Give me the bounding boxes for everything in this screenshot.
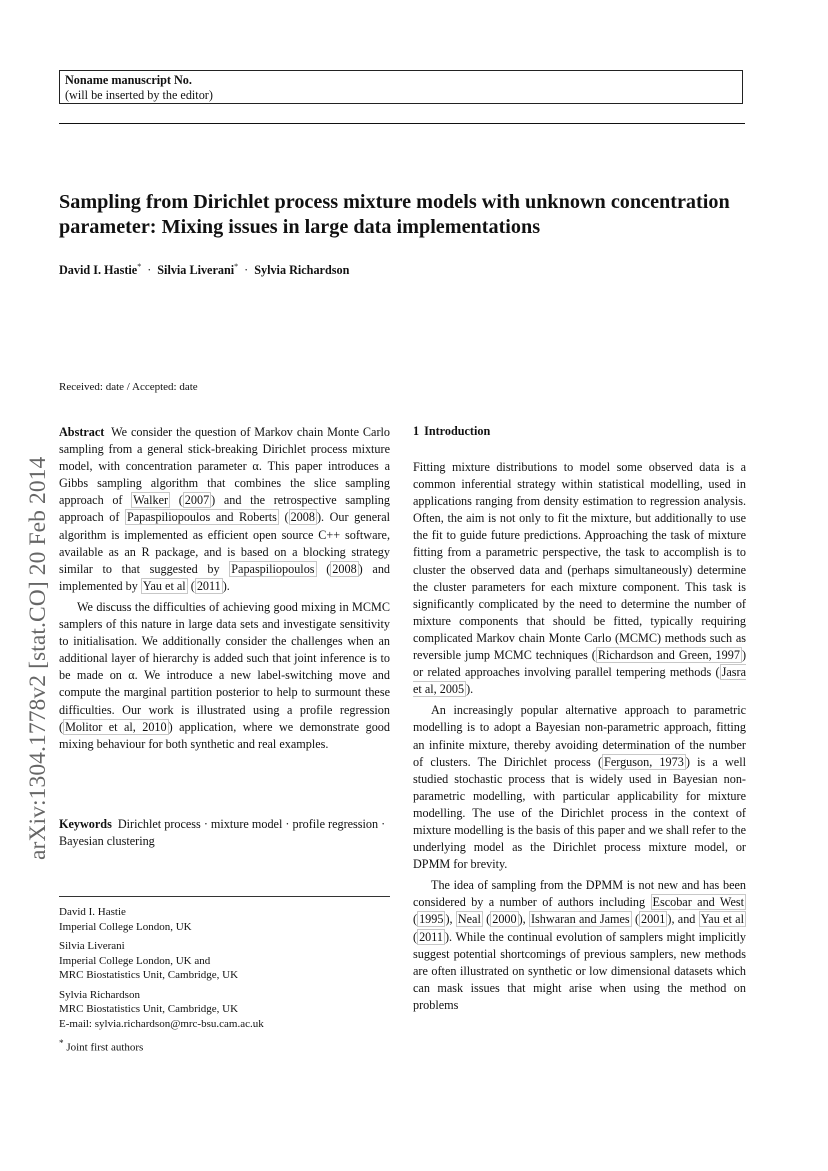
- received-date: Received: date / Accepted: date: [59, 381, 198, 393]
- manuscript-number: Noname manuscript No.: [65, 73, 192, 87]
- body-text: (: [482, 912, 491, 927]
- citation-link[interactable]: Jasra et al, 2005: [413, 665, 746, 697]
- citation-link[interactable]: Richardson and Green, 1997: [597, 648, 740, 663]
- author-separator: ·: [244, 263, 249, 278]
- affiliation-line: MRC Biostatistics Unit, Cambridge, UK: [59, 1003, 239, 1015]
- footnote-rule: [59, 896, 390, 897]
- abstract-text: ).: [222, 578, 230, 593]
- affiliation-line: Imperial College London, UK and: [59, 954, 211, 967]
- author-separator: ·: [147, 263, 152, 278]
- body-text: The idea of sampling from the DPMM is not new and has been considered by a number of authors including: [413, 878, 746, 910]
- citation-link[interactable]: 2001: [641, 912, 666, 927]
- abstract: [59, 424, 390, 753]
- footnote-text: Joint first authors: [66, 1041, 144, 1054]
- affiliation-line: David I. Hastie: [59, 906, 126, 918]
- abstract-text: (: [170, 493, 183, 508]
- citation-link[interactable]: Neal: [457, 912, 481, 927]
- footnote-mark: *: [59, 1038, 64, 1048]
- section-title: Introduction: [424, 424, 491, 438]
- author-name: David I. Hastie: [59, 263, 138, 278]
- section-number: 1: [413, 424, 420, 438]
- citation-link[interactable]: 2000: [492, 912, 517, 927]
- affiliation-line: E-mail: sylvia.richardson@mrc-bsu.cam.ac.uk: [59, 1017, 264, 1030]
- abstract-text: (: [187, 578, 195, 593]
- citation-link[interactable]: 2008: [290, 510, 315, 525]
- author-list: [59, 262, 349, 278]
- citation-link[interactable]: Escobar and West: [652, 895, 744, 910]
- citation-link[interactable]: 2007: [184, 493, 210, 508]
- affiliation-block: [59, 939, 390, 983]
- citation-link[interactable]: 2011: [196, 578, 221, 593]
- abstract-text: (: [278, 510, 289, 525]
- body-text: (: [413, 912, 418, 927]
- author-mark: *: [234, 262, 239, 271]
- citation-link[interactable]: Ferguson, 1973: [604, 754, 684, 769]
- header-rule: [59, 123, 745, 124]
- citation-link[interactable]: Molitor et al, 2010: [65, 719, 167, 734]
- body-text: ),: [518, 912, 529, 927]
- abstract-text: We consider the question of Markov chain Monte Carlo sampling from a general stick-breaking Dirichlet process mixture model, with concentration parameter α. This paper introduces a Gibbs sampling algorithm that combines the slice sampling approach of: [59, 425, 390, 508]
- abstract-text: ) and implemented by: [59, 561, 391, 593]
- body-text: (: [413, 929, 418, 944]
- abstract-text: We discuss the difficulties of achieving good mixing in MCMC samplers of this nature in large data sets and investigate sensitivity to initialisation. We additionally consider the challenges when an additional layer of hierarchy is added such that joint inference is to be made on α. We introduce a new label-switching move and compute the marginal partition posterior to help to surmount these difficulties. Our work is illustrated using a profile regression (: [59, 599, 390, 734]
- author-name: Sylvia Richardson: [254, 263, 350, 278]
- citation-link[interactable]: Walker: [133, 493, 169, 508]
- affiliation-line: Sylvia Richardson: [59, 988, 140, 1001]
- keywords: [59, 816, 390, 850]
- keywords-label: Keywords: [59, 817, 112, 831]
- body-text: ),: [445, 912, 456, 927]
- body-text: (: [631, 912, 640, 927]
- manuscript-note: (will be inserted by the editor): [65, 88, 213, 102]
- citation-link[interactable]: Papaspiliopoulos: [231, 561, 315, 576]
- abstract-label: Abstract: [59, 425, 105, 439]
- abstract-text: ) application, where we demonstrate good mixing behaviour for both synthetic and real examples.: [59, 719, 390, 751]
- affiliation-line: MRC Biostatistics Unit, Cambridge, UK: [59, 969, 239, 981]
- affiliation-line: Silvia Liverani: [59, 940, 125, 952]
- citation-link[interactable]: Ishwaran and James: [531, 912, 630, 927]
- keywords-text: Dirichlet process · mixture model · profile regression · Bayesian clustering: [59, 817, 386, 849]
- body-text: Fitting mixture distributions to model some observed data is a common inferential strategy within statistical modelling, used in applications ranging from density estimation to regression analysis. Often, the aim is not only to fit the mixture, but additionally to use the fit to guide future predictions. Approaching the task of mixture fitting from a parametric perspective, the task to accomplish is to cluster the observed data and (perhaps simultaneously) determine the cluster parameters for each mixture component. This task is significantly complicated by the need to determine the number of mixture components that should be fitted, typically requiring complicated Markov chain Monte Carlo (MCMC) methods such as reversible jump MCMC techniques (: [413, 460, 746, 663]
- citation-link[interactable]: Yau et al: [142, 578, 186, 593]
- citation-link[interactable]: 2008: [332, 561, 357, 576]
- abstract-text: ). Our general algorithm is implemented as efficient open source C++ software, available as an R package, and is based on a blocking strategy similar to that suggested by: [59, 510, 391, 576]
- abstract-text: ) and the retrospective sampling approach of: [59, 493, 390, 525]
- paper-title: Sampling from Dirichlet process mixture models with unknown concentration parameter: Mixing issues in large data implementations: [59, 191, 730, 238]
- arxiv-identifier: arXiv:1304.1778v2 [stat.CO] 20 Feb 2014: [25, 456, 51, 860]
- section-heading-introduction: [413, 424, 495, 439]
- affiliation-line: Imperial College London, UK: [59, 920, 192, 933]
- body-text: ).: [466, 682, 474, 697]
- body-text: ) is a well studied stochastic process that is widely used in Bayesian non-parametric modelling, with particular applicability for mixture modelling. The use of the Dirichlet process in the context of mixture modelling is the basis of this paper and we shall refer to the underlying model as the Dirichlet process mixture model, or DPMM for brevity.: [413, 754, 746, 872]
- citation-link[interactable]: Papaspiliopoulos and Roberts: [126, 510, 277, 525]
- author-mark: *: [137, 262, 142, 271]
- body-text: ). While the continual evolution of samplers might implicitly suggest potential shortcomings of previous samplers, new methods are often illustrated on synthetic or low dimensional datasets which can mask issues that might arise when using the method on problems: [413, 929, 746, 1012]
- affiliation-block: [59, 905, 390, 934]
- citation-link[interactable]: Yau et al: [700, 912, 744, 927]
- affiliations: [59, 905, 390, 1060]
- author-name: Silvia Liverani: [157, 263, 235, 278]
- body-text: ) or related approaches involving parallel tempering methods (: [413, 648, 746, 680]
- citation-link[interactable]: 2011: [419, 929, 443, 944]
- abstract-text: (: [316, 561, 331, 576]
- manuscript-header-box: [59, 70, 743, 104]
- body-text: ), and: [667, 912, 699, 927]
- affiliation-block: [59, 988, 390, 1032]
- body-text: An increasingly popular alternative approach to parametric modelling is to adopt a Bayesian non-parametric approach, fitting an infinite mixture, thereby avoiding determination of the number of clusters. The Dirichlet process (: [413, 703, 746, 769]
- citation-link[interactable]: 1995: [419, 912, 444, 927]
- footnote: [59, 1036, 390, 1055]
- introduction-body: [413, 459, 746, 1014]
